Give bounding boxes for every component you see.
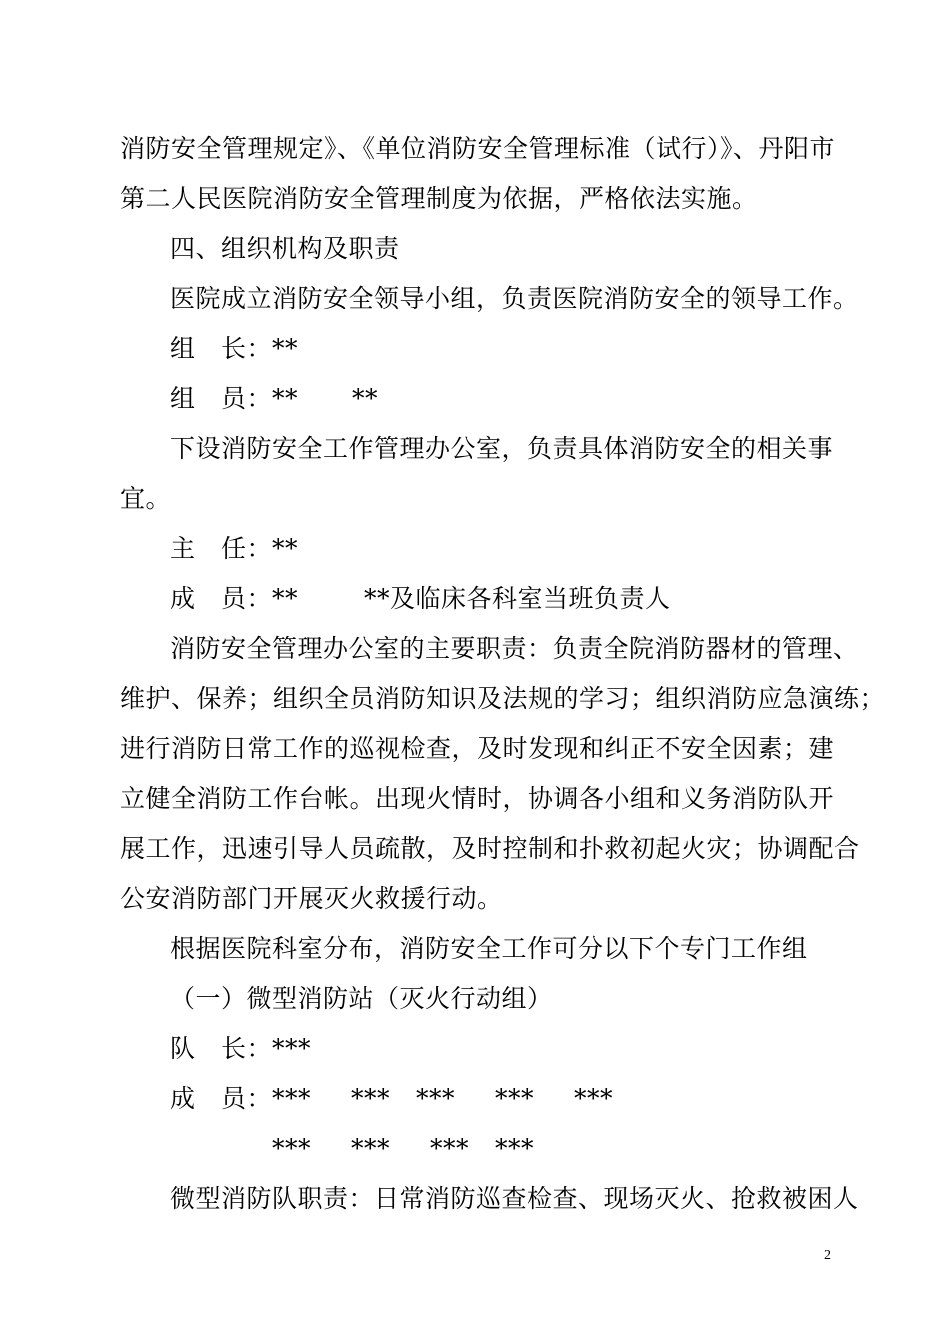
role-director (170, 534, 298, 564)
role-name: *** (416, 1084, 456, 1113)
body-line-1: 消防安全管理规定》、《单位消防安全管理标准（试行）》、丹阳市 (120, 134, 836, 163)
role-name: *** (351, 1084, 391, 1113)
body-line-3: 医院成立消防安全领导小组，负责医院消防安全的领导工作。 (170, 284, 859, 313)
role-name: ** (272, 384, 299, 413)
role-name: **及临床各科室当班负责人 (364, 584, 671, 613)
body-line-6: 消防安全管理办公室的主要职责：负责全院消防器材的管理、 (170, 634, 859, 663)
role-members-1 (170, 384, 378, 414)
subsection-heading: （一）微型消防站（灭火行动组） (170, 984, 553, 1013)
body-line-4: 下设消防安全工作管理办公室，负责具体消防安全的相关事 (170, 434, 834, 463)
role-leader (170, 334, 298, 364)
role-label: 主 任： (170, 534, 273, 563)
role-label: 组 长： (170, 334, 273, 363)
role-captain (170, 1034, 311, 1064)
section-heading: 四、组织机构及职责 (170, 234, 400, 263)
role-label: 组 员： (170, 384, 273, 413)
body-line-12: 根据医院科室分布，消防安全工作可分以下个专门工作组 (170, 934, 808, 963)
body-line-5: 宜。 (120, 484, 172, 513)
role-name: ** (272, 334, 299, 363)
body-line-7: 维护、保养；组织全员消防知识及法规的学习；组织消防应急演练； (120, 684, 886, 713)
role-name: *** (272, 1134, 311, 1163)
body-line-2: 第二人民医院消防安全管理制度为依据，严格依法实施。 (120, 184, 758, 213)
role-name: *** (495, 1084, 535, 1113)
role-name: *** (272, 1034, 312, 1063)
page-number: 2 (824, 1248, 831, 1263)
role-label: 成 员： (170, 584, 273, 613)
body-line-9: 立健全消防工作台帐。出现火情时，协调各小组和义务消防队开 (120, 784, 835, 813)
role-name: *** (495, 1134, 534, 1163)
role-name: ** (272, 534, 299, 563)
role-name: ** (352, 384, 379, 413)
role-members-3 (170, 1084, 613, 1114)
role-name: *** (351, 1134, 390, 1163)
body-line-8: 进行消防日常工作的巡视检查，及时发现和纠正不安全因素；建 (120, 734, 835, 763)
role-members-3-continued (272, 1134, 534, 1164)
body-line-11: 公安消防部门开展灭火救援行动。 (120, 884, 503, 913)
body-line-10: 展工作，迅速引导人员疏散，及时控制和扑救初起火灾；协调配合 (120, 834, 860, 863)
role-members-2 (170, 584, 671, 614)
body-line-13: 微型消防队职责：日常消防巡查检查、现场灭火、抢救被困人 (170, 1184, 859, 1213)
role-name: ** (272, 584, 299, 613)
role-name: *** (574, 1084, 614, 1113)
role-name: *** (272, 1084, 312, 1113)
role-label: 成 员： (170, 1084, 273, 1113)
role-name: *** (430, 1134, 469, 1163)
role-label: 队 长： (170, 1034, 273, 1063)
